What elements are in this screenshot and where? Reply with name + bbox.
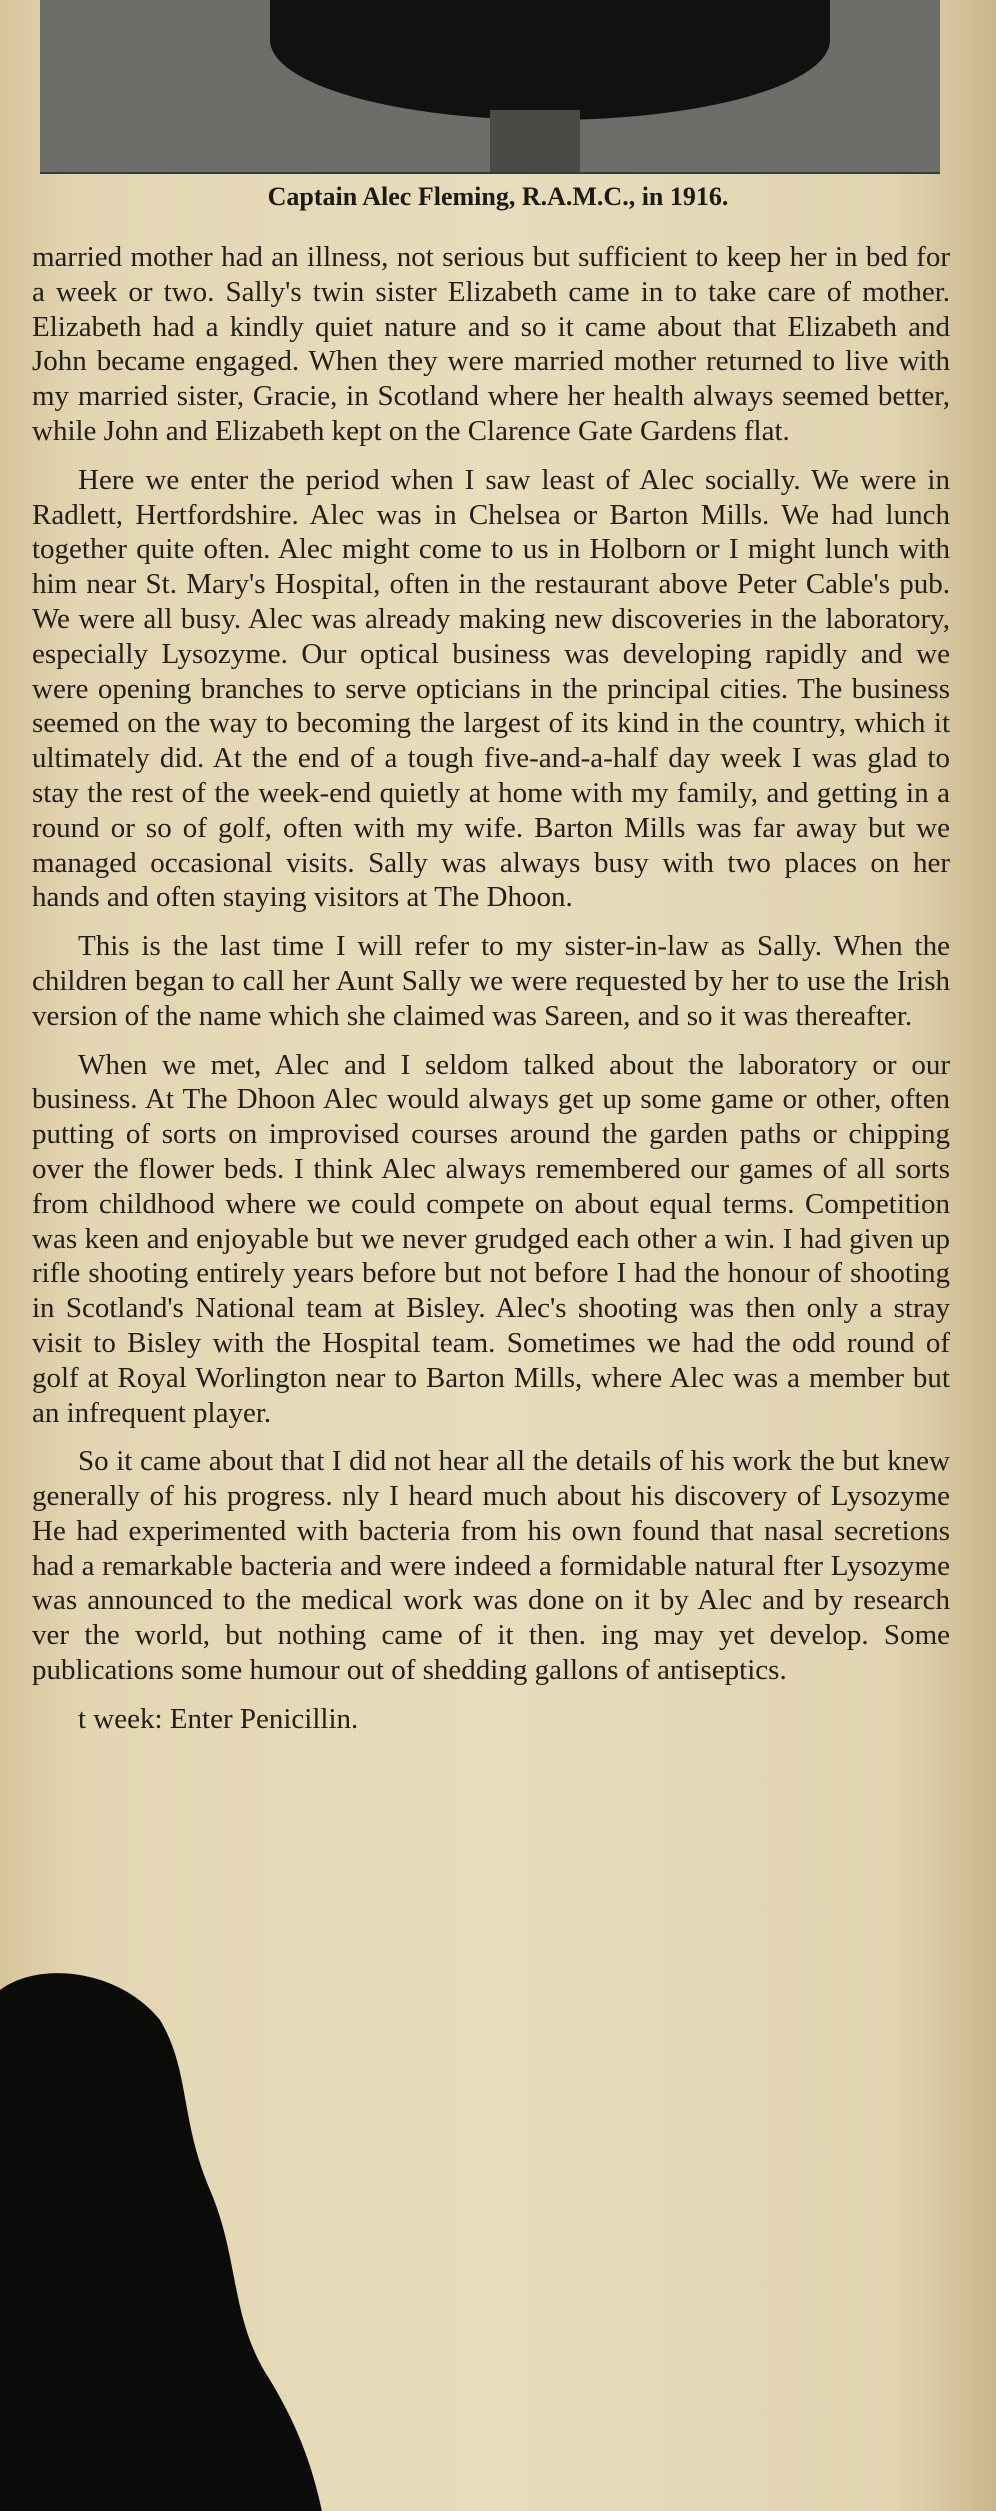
torn-corner [0, 1960, 330, 2511]
paragraph-1: married mother had an illness, not serious but sufficient to keep her in bed for a week or two. Sally's twin sister Elizabeth came in to take care of mother. Elizabeth had a kindly quiet nature and so it came about that Elizabeth and John became engaged. When they were married mother returned to live with my married sister, Gracie, in Scotland where her health always seemed better, while John and Elizabeth kept on the Clarence Gate Gardens flat. [32, 241, 950, 447]
photo-dark-shape [270, 0, 830, 120]
paragraph-4: When we met, Alec and I seldom talked about the laboratory or our business. At The Dhoon Alec would always get up some game or other, often putting of sorts on improvised courses around the garden paths or chipping over the flower beds. I think Alec always remembered our games of all sorts from childhood where we could compete on about equal terms. Competition was keen and enjoyable but we never grudged each other a win. I had given up rifle shooting entirely years before but not before I had the honour of shooting in Scotland's National team at Bisley. Alec's shooting was then only a stray visit to Bisley with the Hospital team. Sometimes we had the odd round of golf at Royal Worlington near to Barton Mills, where Alec was a member but an infrequent player. [32, 1048, 950, 1429]
paragraph-2: Here we enter the period when I saw least of Alec socially. We were in Radlett, Hertfordshire. Alec was in Chelsea or Barton Mills. We had lunch together quite often. Alec might come to us in Holborn or I might lunch with him near St. Mary's Hospital, often in the restaurant above Peter Cable's pub. We were all busy. Alec was already making new discoveries in the laboratory, especially Lysozyme. Our optical business was developing rapidly and we were opening branches to serve opticians in the principal cities. The business seemed on the way to becoming the largest of its kind in the country, which it ultimately did. At the end of a tough five-and-a-half day week I was glad to stay the rest of the week-end quietly at home with my family, and getting in a round or so of golf, often with my wife. Barton Mills was far away but we managed occasional visits. Sally was always busy with two places on her hands and often staying visitors at The Dhoon. [32, 463, 950, 914]
paragraph-3: This is the last time I will refer to my sister-in-law as Sally. When the children began to call her Aunt Sally we were requested by her to use the Irish version of the name which she claimed was Sareen, and so it was thereafter. [32, 930, 950, 1032]
photo-caption: Captain Alec Fleming, R.A.M.C., in 1916. [267, 182, 729, 211]
photo-neck-shape [490, 110, 580, 172]
paragraph-5: So it came about that I did not hear all the details of his work the but knew generally of his progress. nly I heard much about his discovery of Lysozyme He had experimented with bacteria from his own found that nasal secretions had a remarkable bacteria and were indeed a formidable natural fter Lysozyme was announced to the medical work was done on it by Alec and by research ver the world, but nothing came of it then. ing may yet develop. Some publications some humour out of shedding gallons of antiseptics. [32, 1445, 950, 1687]
portrait-photo [40, 0, 940, 174]
article-body [32, 240, 950, 1751]
paragraph-6: t week: Enter Penicillin. [78, 1702, 359, 1735]
